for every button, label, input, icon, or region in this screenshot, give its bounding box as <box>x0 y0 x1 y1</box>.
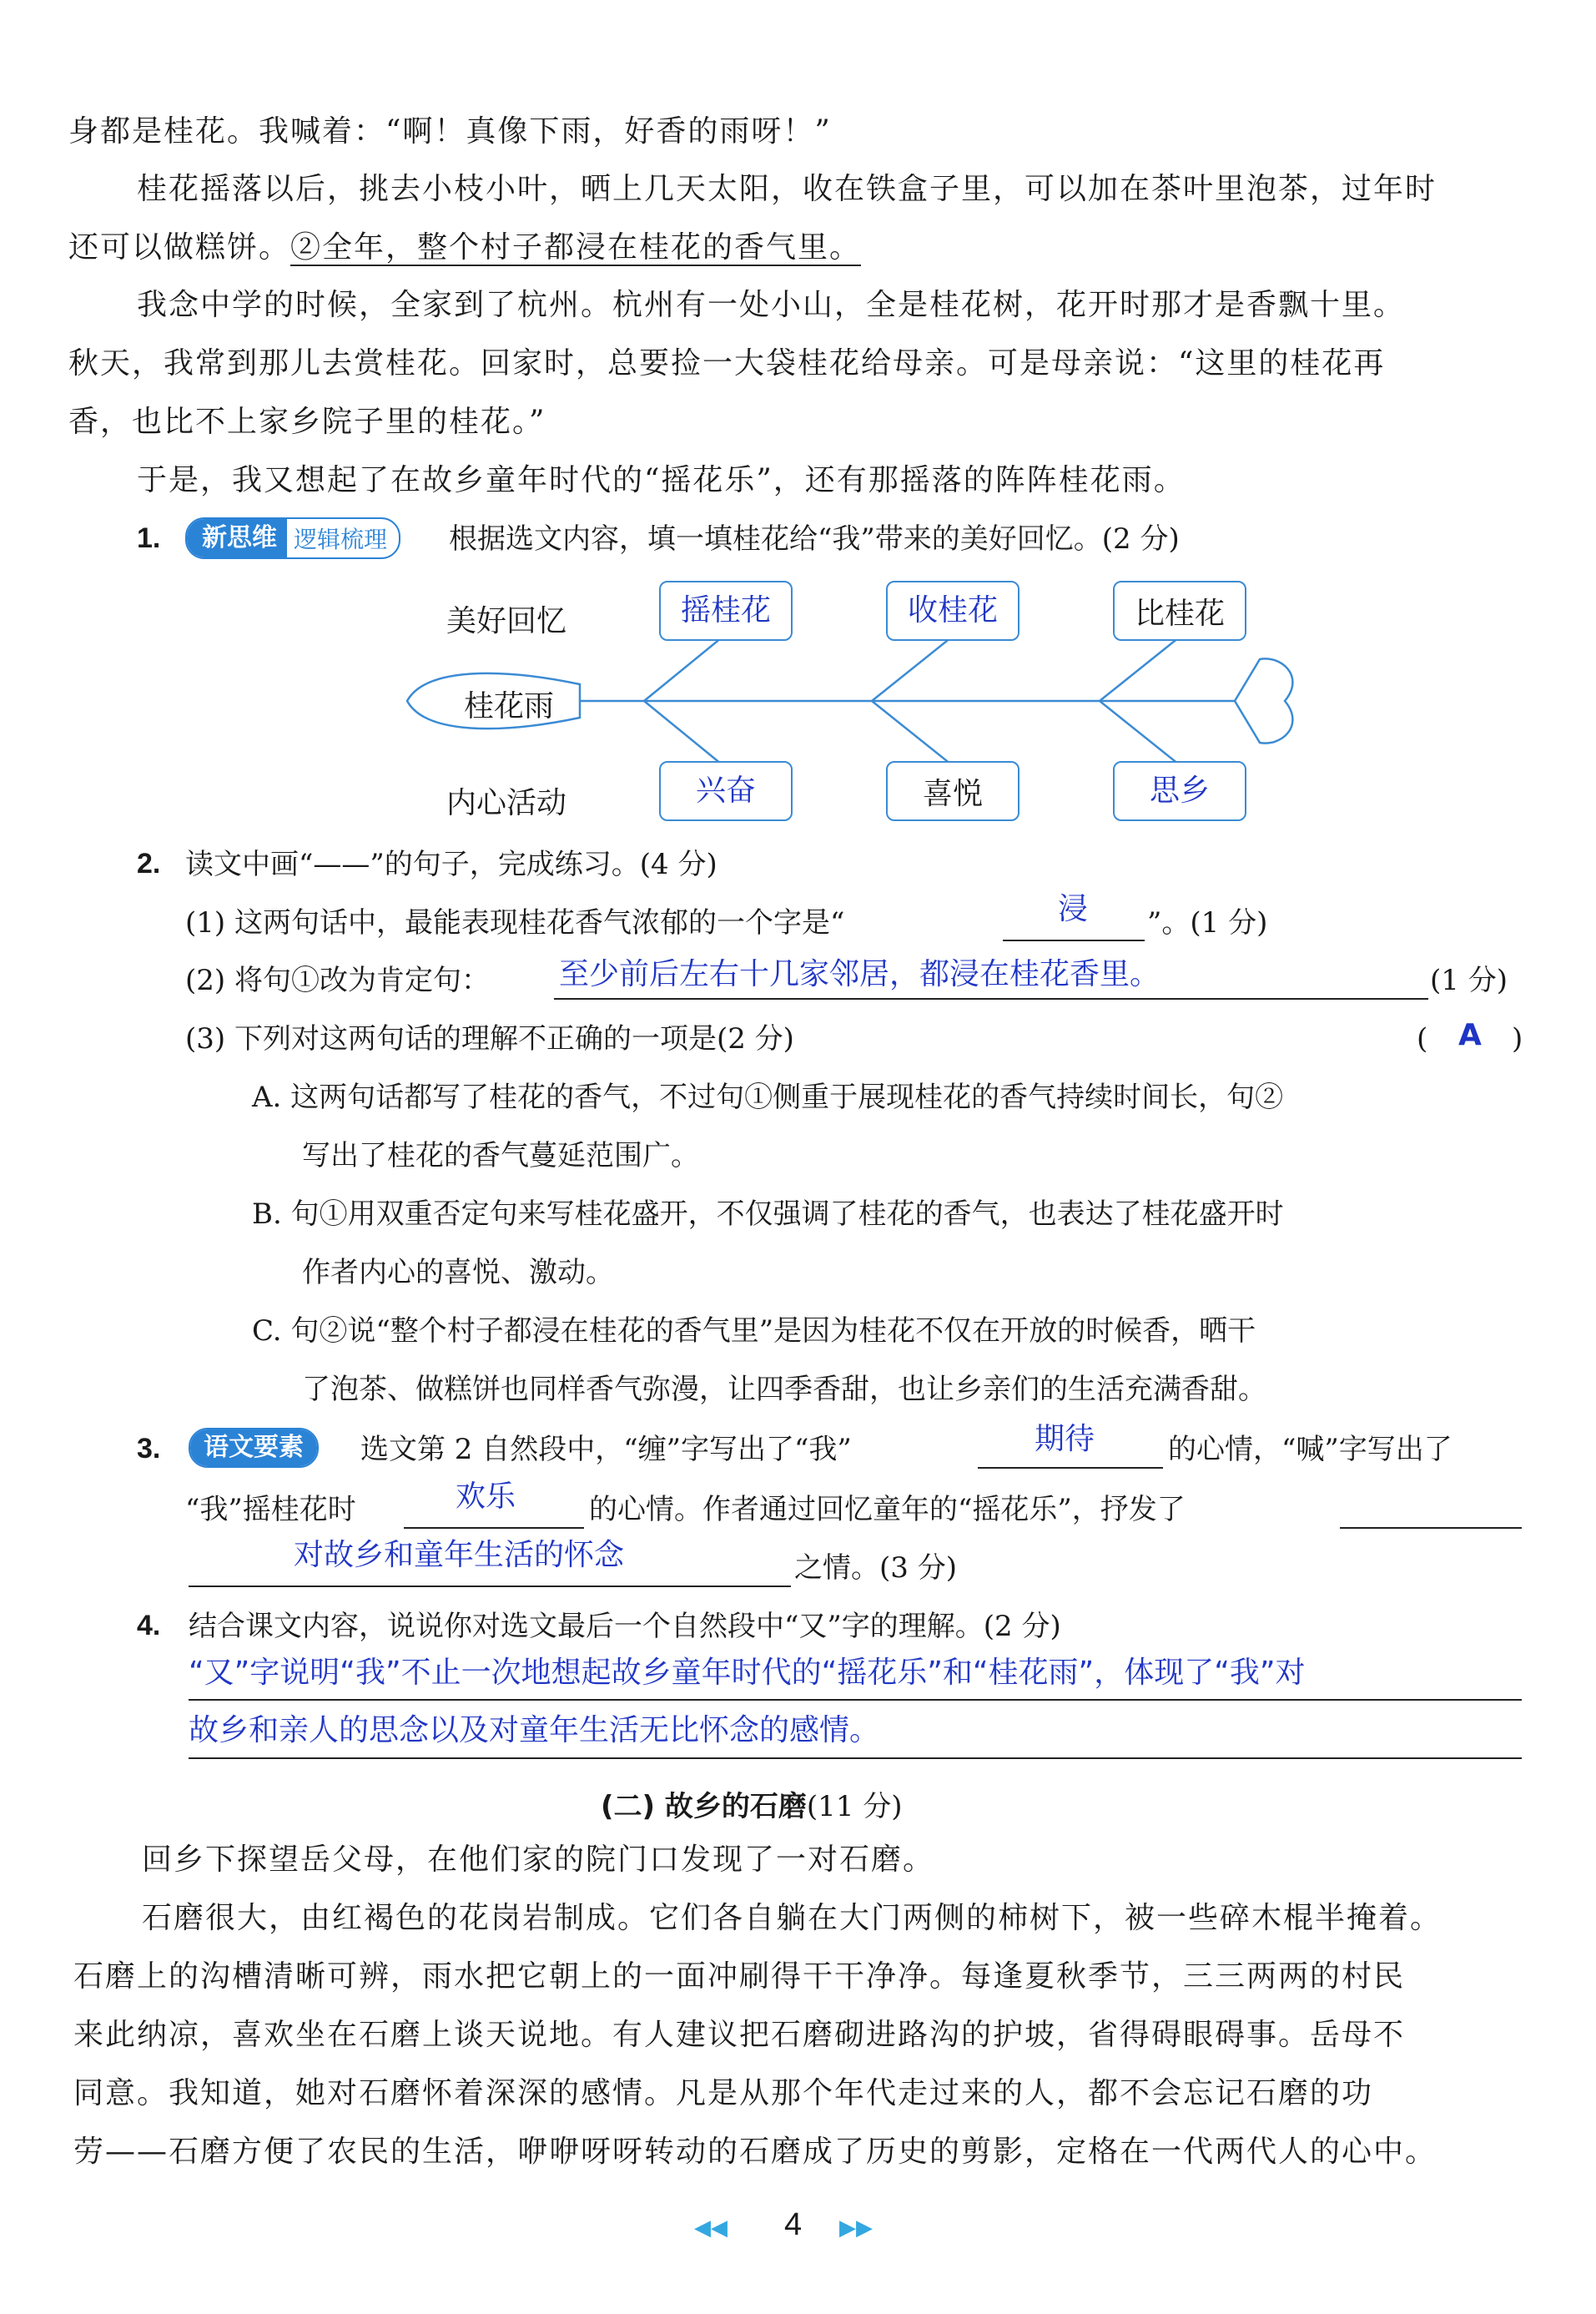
answer-text: “又”字说明“我”不止一次地想起故乡童年时代的“摇花乐”和“桂花雨”，体现了“我”对 <box>189 1656 1306 1690</box>
answer-line <box>1340 1527 1522 1529</box>
passage-line: 桂花摇落以后，挑去小枝小叶，晒上几天太阳，收在铁盒子里，可以加在茶叶里泡茶，过年时 <box>137 172 1437 206</box>
passage-line: 劳——石磨方便了农民的生活，咿咿呀呀转动的石磨成了历史的剪影，定格在一代两代人的心中。 <box>73 2135 1437 2169</box>
answer-paren-close: ) <box>1512 1022 1523 1056</box>
double-left-arrow-icon[interactable]: ◀◀ <box>694 2216 728 2241</box>
sub-question-tail: ”。(1 分) <box>1147 906 1268 940</box>
bone-line <box>644 634 726 701</box>
bone-line <box>872 634 955 701</box>
answer-line <box>554 998 1428 1000</box>
new-thinking-tag <box>185 517 400 559</box>
answer-text: 对故乡和童年生活的怀念 <box>294 1538 625 1572</box>
passage-line: 石磨很大，由红褐色的花岗岩制成。它们各自躺在大门两侧的柿树下，被一些碎木棍半掩着。 <box>142 1901 1442 1935</box>
passage-line <box>68 231 861 265</box>
answer-text: 期待 <box>1035 1422 1095 1456</box>
question-number: 4. <box>137 1610 161 1641</box>
passage-line: 于是，我又想起了在故乡童年时代的“摇花乐”，还有那摇落的阵阵桂花雨。 <box>137 463 1186 497</box>
answer-line <box>189 1757 1522 1759</box>
option-b-cont: 作者内心的喜悦、激动。 <box>302 1256 614 1289</box>
option-a-cont: 写出了桂花的香气蔓延范围广。 <box>302 1139 699 1172</box>
bone-line <box>1100 634 1183 701</box>
label-memories: 美好回忆 <box>446 604 567 638</box>
section-title: (二) 故乡的石磨(11 分) <box>601 1790 903 1823</box>
passage-line: 我念中学的时候，全家到了杭州。杭州有一处小山，全是桂花树，花开时那才是香飘十里。 <box>137 288 1406 322</box>
passage-line: 来此纳凉，喜欢坐在石磨上谈天说地。有人建议把石磨砌进路沟的护坡，省得碍眼碍事。岳母不 <box>73 2018 1406 2052</box>
tag-main: 新思维 <box>187 519 287 557</box>
passage-line: 石磨上的沟槽清晰可辨，雨水把它朝上的一面冲刷得干干净净。每逢夏秋季节，三三两两的村民 <box>73 1959 1406 1994</box>
label-feelings: 内心活动 <box>446 786 567 820</box>
passage-line: 秋天，我常到那儿去赏桂花。回家时，总要捡一大袋桂花给母亲。可是母亲说：“这里的桂花再 <box>68 346 1386 381</box>
question-text: 读文中画“——”的句子，完成练习。(4 分) <box>185 848 717 881</box>
fish-tail <box>1235 658 1292 743</box>
option-c-cont: 了泡茶、做糕饼也同样香气弥漫，让四季香甜，也让乡亲们的生活充满香甜。 <box>302 1373 1266 1406</box>
memory-box: 摇桂花 <box>659 581 793 641</box>
bone-line <box>644 701 726 768</box>
question-text: 根据选文内容，填一填桂花给“我”带来的美好回忆。(2 分) <box>449 522 1180 556</box>
sub-question: (1) 这两句话中，最能表现桂花香气浓郁的一个字是“ <box>185 906 845 940</box>
question-text: 结合课文内容，说说你对选文最后一个自然段中“又”字的理解。(2 分) <box>189 1610 1061 1643</box>
memory-box: 比桂花 <box>1113 581 1246 641</box>
passage-line: 香，也比不上家乡院子里的桂花。” <box>68 405 546 439</box>
feeling-box: 思乡 <box>1113 761 1246 821</box>
answer-line <box>189 1699 1522 1701</box>
page-number: 4 <box>784 2207 803 2242</box>
fish-head-label: 桂花雨 <box>464 689 555 723</box>
sub-question-tail: (1 分) <box>1430 964 1508 997</box>
tag-sub: 逻辑梳理 <box>294 526 388 553</box>
double-right-arrow-icon[interactable]: ▶▶ <box>839 2216 873 2241</box>
option-a: A. 这两句话都写了桂花的香气，不过句①侧重于展现桂花的香气持续时间长，句② <box>252 1081 1284 1114</box>
passage-line: 身都是桂花。我喊着：“啊！真像下雨，好香的雨呀！” <box>68 114 832 149</box>
option-c: C. 句②说“整个村子都浸在桂花的香气里”是因为桂花不仅在开放的时候香，晒干 <box>252 1314 1256 1348</box>
answer-paren-open: ( <box>1417 1022 1428 1056</box>
bone-line <box>1100 701 1183 768</box>
sub-question: (2) 将句①改为肯定句： <box>185 964 490 997</box>
question-number: 3. <box>137 1433 161 1465</box>
passage-line: 同意。我知道，她对石磨怀着深深的感情。凡是从那个年代走过来的人，都不会忘记石磨的功 <box>73 2076 1374 2110</box>
bone-line <box>872 701 955 768</box>
question-text: “我”摇桂花时 <box>185 1493 356 1526</box>
underlined-sentence-2: ②全年，整个村子都浸在桂花的香气里。 <box>290 230 862 265</box>
feeling-box: 兴奋 <box>659 761 793 821</box>
answer-choice: A <box>1458 1018 1482 1052</box>
sub-question: (3) 下列对这两句话的理解不正确的一项是(2 分) <box>185 1022 794 1056</box>
memory-box: 收桂花 <box>886 581 1020 641</box>
passage-line: 回乡下探望岳父母，在他们家的院门口发现了一对石磨。 <box>142 1843 935 1877</box>
question-number: 1. <box>137 522 161 554</box>
answer-text: 至少前后左右十几家邻居，都浸在桂花香里。 <box>559 957 1160 991</box>
option-b: B. 句①用双重否定句来写桂花盛开，不仅强调了桂花的香气，也表达了桂花盛开时 <box>252 1197 1284 1231</box>
question-text: 之情。(3 分) <box>794 1551 957 1585</box>
question-text: 的心情。作者通过回忆童年的“摇花乐”，抒发了 <box>589 1493 1186 1526</box>
passage-text: 还可以做糕饼。 <box>68 230 291 265</box>
question-text: 的心情，“喊”字写出了 <box>1168 1433 1453 1466</box>
answer-line <box>189 1586 791 1587</box>
chinese-element-tag: 语文要素 <box>189 1428 319 1468</box>
answer-text: 欢乐 <box>456 1480 516 1514</box>
answer-line <box>978 1467 1163 1469</box>
question-number: 2. <box>137 848 161 880</box>
answer-text: 浸 <box>1058 892 1089 926</box>
answer-line <box>404 1527 584 1529</box>
answer-text: 故乡和亲人的思念以及对童年生活无比怀念的感情。 <box>189 1713 880 1747</box>
feeling-box: 喜悦 <box>886 761 1020 821</box>
answer-line <box>1003 940 1145 941</box>
question-text: 选文第 2 自然段中，“缠”字写出了“我” <box>360 1433 852 1466</box>
